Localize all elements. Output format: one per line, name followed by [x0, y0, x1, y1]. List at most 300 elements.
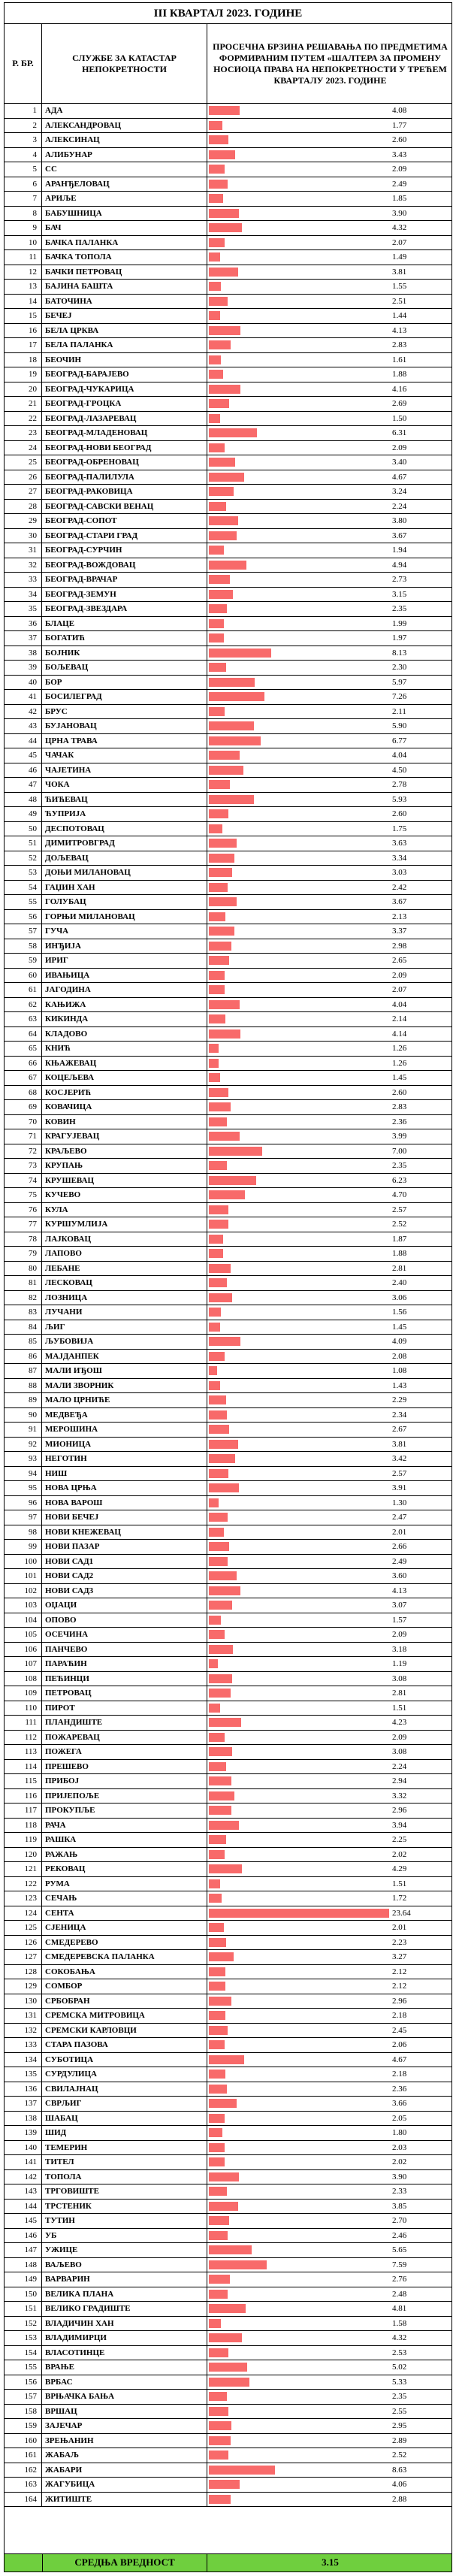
- value-cell: [207, 2038, 453, 2052]
- table-row: [5, 412, 451, 427]
- data-bar: [209, 2040, 225, 2049]
- data-bar: [209, 561, 246, 570]
- office-name: МАЛИ ЗВОРНИК: [42, 1379, 207, 1393]
- table-row: [5, 367, 451, 382]
- value-cell: [207, 705, 453, 719]
- row-number: 41: [5, 690, 42, 704]
- row-number: 115: [5, 1774, 42, 1788]
- office-name: БЕОГРАД-МЛАДЕНОВАЦ: [42, 426, 207, 440]
- data-label: 4.70: [392, 1190, 407, 1199]
- table-row: [5, 807, 451, 822]
- data-bar: [209, 1337, 240, 1346]
- data-bar: [209, 883, 228, 892]
- data-label: 3.43: [392, 150, 407, 159]
- table-row: [5, 1804, 451, 1819]
- table-row: [5, 1510, 451, 1525]
- data-label: 1.88: [392, 370, 407, 379]
- row-number: 62: [5, 998, 42, 1012]
- row-number: 37: [5, 631, 42, 646]
- value-cell: [207, 1701, 453, 1716]
- row-number: 122: [5, 1877, 42, 1891]
- data-label: 4.06: [392, 2480, 407, 2489]
- data-label: 3.34: [392, 853, 407, 863]
- value-cell: [207, 543, 453, 558]
- row-number: 39: [5, 661, 42, 675]
- data-label: 2.88: [392, 2494, 407, 2504]
- row-number: 130: [5, 1994, 42, 2009]
- row-number: 86: [5, 1350, 42, 1364]
- data-label: 6.23: [392, 1175, 407, 1185]
- data-bar: [209, 1762, 226, 1771]
- data-bar: [209, 1235, 223, 1244]
- data-bar: [209, 297, 228, 306]
- data-bar: [209, 1395, 226, 1404]
- table-row: [5, 280, 451, 295]
- office-name: ТОПОЛА: [42, 2170, 207, 2184]
- data-bar: [209, 1044, 219, 1053]
- office-name: БОР: [42, 676, 207, 690]
- value-cell: [207, 2024, 453, 2038]
- office-name: МЕРОШИНА: [42, 1423, 207, 1437]
- table-row: [5, 324, 451, 339]
- value-cell: [207, 455, 453, 470]
- table-row: [5, 676, 451, 691]
- row-number: 147: [5, 2243, 42, 2257]
- table-row: [5, 2229, 451, 2244]
- row-number: 17: [5, 338, 42, 352]
- data-label: 2.09: [392, 165, 407, 174]
- table-row: [5, 2243, 451, 2258]
- row-number: 18: [5, 353, 42, 367]
- value-cell: [207, 1129, 453, 1144]
- data-label: 4.23: [392, 1718, 407, 1727]
- row-number: 75: [5, 1188, 42, 1202]
- row-number: 117: [5, 1804, 42, 1818]
- value-cell: [207, 382, 453, 397]
- row-number: 24: [5, 441, 42, 455]
- data-bar: [209, 1967, 225, 1976]
- table-row: [5, 1042, 451, 1057]
- value-cell: [207, 250, 453, 265]
- row-number: 110: [5, 1701, 42, 1716]
- data-label: 1.97: [392, 633, 407, 642]
- data-bar: [209, 1601, 232, 1610]
- data-bar: [209, 1132, 240, 1141]
- data-bar: [209, 2157, 225, 2166]
- data-bar: [209, 1176, 256, 1185]
- value-cell: [207, 2463, 453, 2478]
- value-cell: [207, 2126, 453, 2140]
- table-row: [5, 514, 451, 529]
- data-label: 3.66: [392, 2099, 407, 2108]
- row-number: 77: [5, 1217, 42, 1232]
- value-cell: [207, 177, 453, 192]
- value-cell: [207, 1979, 453, 1994]
- row-number: 79: [5, 1247, 42, 1261]
- data-bar: [209, 1982, 225, 1991]
- table-row: [5, 2097, 451, 2112]
- office-name: АЛЕКСИНАЦ: [42, 133, 207, 147]
- office-name: ПРЕШЕВО: [42, 1760, 207, 1774]
- data-bar: [209, 1014, 225, 1023]
- value-cell: [207, 1100, 453, 1114]
- row-number: 78: [5, 1232, 42, 1247]
- data-label: 1.61: [392, 355, 407, 364]
- table-row: [5, 1848, 451, 1863]
- office-name: НОВИ САД1: [42, 1555, 207, 1569]
- data-label: 2.01: [392, 1923, 407, 1932]
- value-cell: [207, 1891, 453, 1906]
- value-cell: [207, 1467, 453, 1481]
- value-cell: [207, 1569, 453, 1583]
- data-bar: [209, 1278, 227, 1287]
- table-row: [5, 1027, 451, 1042]
- office-name: БАЧКА ТОПОЛА: [42, 250, 207, 265]
- table-row: [5, 1320, 451, 1335]
- data-bar: [209, 1645, 233, 1654]
- data-bar: [209, 1161, 227, 1170]
- value-cell: [207, 866, 453, 880]
- data-bar: [209, 1454, 235, 1463]
- office-name: КРУПАЊ: [42, 1159, 207, 1173]
- value-cell: [207, 1745, 453, 1759]
- table-row: [5, 192, 451, 207]
- data-bar: [209, 692, 264, 701]
- data-bar: [209, 1747, 232, 1756]
- row-number: 60: [5, 969, 42, 983]
- table-row: [5, 221, 451, 236]
- office-name: ДОЉЕВАЦ: [42, 851, 207, 866]
- data-bar: [209, 854, 234, 863]
- data-bar: [209, 252, 220, 262]
- table-row: [5, 309, 451, 324]
- table-row: [5, 1262, 451, 1277]
- data-label: 1.94: [392, 546, 407, 555]
- value-cell: [207, 2390, 453, 2404]
- office-name: СОКОБАЊА: [42, 1965, 207, 1979]
- office-name: АЛЕКСАНДРОВАЦ: [42, 119, 207, 133]
- table-row: [5, 2478, 451, 2493]
- data-bar: [209, 209, 239, 218]
- value-cell: [207, 2009, 453, 2023]
- data-bar: [209, 1909, 389, 1918]
- data-bar: [209, 414, 220, 423]
- row-number: 156: [5, 2375, 42, 2390]
- office-name: ОЏАЦИ: [42, 1598, 207, 1613]
- table-row: [5, 1672, 451, 1687]
- office-name: ЛАПОВО: [42, 1247, 207, 1261]
- office-name: РЕКОВАЦ: [42, 1862, 207, 1876]
- data-bar: [209, 2114, 225, 2123]
- value-cell: [207, 1364, 453, 1378]
- row-number: 11: [5, 250, 42, 265]
- data-bar: [209, 1425, 229, 1434]
- data-bar: [209, 2128, 222, 2137]
- table-row: [5, 558, 451, 573]
- office-name: СУРДУЛИЦА: [42, 2067, 207, 2082]
- office-name: СМЕДЕРЕВО: [42, 1936, 207, 1950]
- row-number: 108: [5, 1672, 42, 1686]
- data-label: 2.89: [392, 2435, 407, 2445]
- data-label: 1.26: [392, 1058, 407, 1068]
- data-label: 2.24: [392, 1761, 407, 1771]
- value-cell: [207, 295, 453, 309]
- data-label: 2.25: [392, 1835, 407, 1844]
- value-cell: [207, 1819, 453, 1833]
- data-label: 4.13: [392, 1586, 407, 1595]
- row-number: 138: [5, 2112, 42, 2126]
- office-name: ПЕТРОВАЦ: [42, 1686, 207, 1701]
- table-row: [5, 1335, 451, 1350]
- office-name: ЛАЈКОВАЦ: [42, 1232, 207, 1247]
- value-cell: [207, 104, 453, 118]
- row-number: 65: [5, 1042, 42, 1056]
- data-label: 3.94: [392, 1820, 407, 1830]
- office-name: БЕЛА ЦРКВА: [42, 324, 207, 338]
- data-bar: [209, 443, 225, 452]
- office-name: БЛАЦЕ: [42, 617, 207, 631]
- office-name: СЕНТА: [42, 1906, 207, 1921]
- table-row: [5, 954, 451, 969]
- row-number: 16: [5, 324, 42, 338]
- office-name: БЕОГРАД-САВСКИ ВЕНАЦ: [42, 500, 207, 514]
- data-label: 5.97: [392, 677, 407, 687]
- data-label: 2.57: [392, 1468, 407, 1478]
- row-number: 128: [5, 1965, 42, 1979]
- value-cell: [207, 1276, 453, 1290]
- office-name: ГОЛУБАЦ: [42, 895, 207, 909]
- office-name: ПАРАЋИН: [42, 1657, 207, 1671]
- data-label: 2.81: [392, 1263, 407, 1273]
- data-bar: [209, 1938, 226, 1947]
- table-row: [5, 1628, 451, 1643]
- row-number: 160: [5, 2434, 42, 2448]
- office-name: БЕЛА ПАЛАНКА: [42, 338, 207, 352]
- value-cell: [207, 588, 453, 602]
- table-row: [5, 1393, 451, 1408]
- table-row: [5, 382, 451, 398]
- data-bar: [209, 2304, 246, 2313]
- data-label: 1.85: [392, 194, 407, 203]
- row-number: 52: [5, 851, 42, 866]
- data-bar: [209, 1293, 232, 1302]
- table-row: [5, 1115, 451, 1130]
- value-cell: [207, 265, 453, 280]
- data-bar: [209, 2451, 228, 2460]
- table-row: [5, 1965, 451, 1980]
- data-bar: [209, 1894, 222, 1903]
- office-name: ИВАЊИЦА: [42, 969, 207, 983]
- row-number: 74: [5, 1174, 42, 1188]
- row-number: 49: [5, 807, 42, 821]
- data-label: 2.33: [392, 2187, 407, 2196]
- office-name: АРАНЂЕЛОВАЦ: [42, 177, 207, 192]
- value-cell: [207, 602, 453, 616]
- table-row: [5, 1129, 451, 1144]
- table-row: [5, 2390, 451, 2405]
- office-name: ЉИГ: [42, 1320, 207, 1335]
- table-row: [5, 2302, 451, 2317]
- data-bar: [209, 2260, 267, 2269]
- data-label: 2.34: [392, 1410, 407, 1420]
- value-cell: [207, 573, 453, 587]
- value-cell: [207, 1174, 453, 1188]
- row-number: 116: [5, 1789, 42, 1804]
- data-bar: [209, 780, 230, 789]
- data-bar: [209, 649, 271, 658]
- row-number: 67: [5, 1071, 42, 1085]
- data-label: 1.99: [392, 618, 407, 628]
- table-row: [5, 148, 451, 163]
- table-row: [5, 2038, 451, 2053]
- data-label: 2.24: [392, 501, 407, 511]
- row-number: 56: [5, 910, 42, 924]
- data-label: 4.29: [392, 1864, 407, 1873]
- value-cell: [207, 1086, 453, 1100]
- data-label: 2.09: [392, 970, 407, 980]
- office-name: СРЕМСКИ КАРЛОВЦИ: [42, 2024, 207, 2038]
- table-row: [5, 822, 451, 837]
- office-name: СВИЛАЈНАЦ: [42, 2082, 207, 2097]
- table-row: [5, 2155, 451, 2170]
- office-name: ВАРВАРИН: [42, 2272, 207, 2287]
- data-label: 2.40: [392, 1278, 407, 1287]
- data-label: 2.42: [392, 882, 407, 892]
- value-cell: [207, 1379, 453, 1393]
- data-label: 6.31: [392, 428, 407, 437]
- value-cell: [207, 2082, 453, 2097]
- office-name: КУРШУМЛИЈА: [42, 1217, 207, 1232]
- row-number: 58: [5, 939, 42, 954]
- office-name: БЕОГРАД-ПАЛИЛУЛА: [42, 470, 207, 485]
- row-number: 48: [5, 793, 42, 807]
- office-name: ТИТЕЛ: [42, 2155, 207, 2169]
- value-cell: [207, 1350, 453, 1364]
- office-name: БАЧКА ПАЛАНКА: [42, 236, 207, 250]
- value-cell: [207, 1598, 453, 1613]
- table-row: [5, 1540, 451, 1555]
- row-number: 32: [5, 558, 42, 573]
- office-name: УЖИЦЕ: [42, 2243, 207, 2257]
- value-cell: [207, 1936, 453, 1950]
- header-office: СЛУЖБЕ ЗА КАТАСТАР НЕПОКРЕТНОСТИ: [42, 24, 207, 103]
- data-label: 3.80: [392, 516, 407, 525]
- table-row: [5, 470, 451, 485]
- data-bar: [209, 809, 228, 818]
- value-cell: [207, 2155, 453, 2169]
- office-name: НОВИ САД2: [42, 1569, 207, 1583]
- row-number: 131: [5, 2009, 42, 2023]
- office-name: РУМА: [42, 1877, 207, 1891]
- office-name: ВЛАСОТИНЦЕ: [42, 2346, 207, 2360]
- data-label: 2.51: [392, 296, 407, 306]
- office-name: ОПОВО: [42, 1613, 207, 1628]
- office-name: НИШ: [42, 1467, 207, 1481]
- row-number: 81: [5, 1276, 42, 1290]
- value-cell: [207, 822, 453, 836]
- data-bar: [209, 1528, 224, 1537]
- data-bar: [209, 1835, 226, 1844]
- data-label: 2.07: [392, 237, 407, 247]
- value-cell: [207, 470, 453, 485]
- office-name: ГОРЊИ МИЛАНОВАЦ: [42, 910, 207, 924]
- value-cell: [207, 1921, 453, 1935]
- table-row: [5, 1584, 451, 1599]
- office-name: КОВИН: [42, 1115, 207, 1129]
- value-cell: [207, 1760, 453, 1774]
- office-name: ЛОЗНИЦА: [42, 1291, 207, 1305]
- value-cell: [207, 1247, 453, 1261]
- value-cell: [207, 1335, 453, 1349]
- row-number: 145: [5, 2214, 42, 2228]
- value-cell: [207, 1159, 453, 1173]
- data-bar: [209, 2348, 228, 2357]
- data-label: 1.44: [392, 311, 407, 320]
- office-name: УБ: [42, 2229, 207, 2243]
- data-bar: [209, 2202, 238, 2211]
- data-bar: [209, 1190, 245, 1199]
- table-row: [5, 2375, 451, 2390]
- table-row: [5, 778, 451, 793]
- data-label: 3.99: [392, 1132, 407, 1141]
- row-number: 148: [5, 2258, 42, 2272]
- value-cell: [207, 1584, 453, 1598]
- office-name: БЕОГРАД-ЗЕМУН: [42, 588, 207, 602]
- table-row: [5, 2346, 451, 2361]
- data-label: 3.91: [392, 1483, 407, 1492]
- value-cell: [207, 954, 453, 968]
- data-bar: [209, 487, 234, 496]
- value-cell: [207, 162, 453, 177]
- row-number: 69: [5, 1100, 42, 1114]
- row-number: 6: [5, 177, 42, 192]
- table-row: [5, 1159, 451, 1174]
- value-cell: [207, 1232, 453, 1247]
- data-label: 2.29: [392, 1395, 407, 1404]
- table-row: [5, 2009, 451, 2024]
- value-cell: [207, 1789, 453, 1804]
- row-number: 5: [5, 162, 42, 177]
- table-row: [5, 207, 451, 222]
- office-name: БЕОЧИН: [42, 353, 207, 367]
- data-label: 3.42: [392, 1454, 407, 1463]
- row-number: 125: [5, 1921, 42, 1935]
- data-bar: [209, 678, 255, 687]
- data-bar: [209, 2099, 237, 2108]
- data-bar: [209, 1381, 220, 1390]
- data-label: 2.08: [392, 1351, 407, 1361]
- row-number: 109: [5, 1686, 42, 1701]
- value-cell: [207, 2287, 453, 2302]
- row-number: 89: [5, 1393, 42, 1407]
- value-cell: [207, 646, 453, 661]
- row-number: 162: [5, 2463, 42, 2478]
- row-number: 135: [5, 2067, 42, 2082]
- office-name: ЖИТИШТЕ: [42, 2493, 207, 2507]
- data-bar: [209, 2026, 228, 2035]
- row-number: 19: [5, 367, 42, 382]
- data-bar: [209, 1704, 220, 1713]
- table-row: [5, 661, 451, 676]
- data-label: 2.07: [392, 985, 407, 994]
- data-label: 2.96: [392, 1806, 407, 1815]
- table-row: [5, 705, 451, 720]
- office-name: НЕГОТИН: [42, 1452, 207, 1466]
- data-bar: [209, 1513, 228, 1522]
- table-row: [5, 1291, 451, 1306]
- data-bar: [209, 824, 222, 833]
- data-bar: [209, 736, 261, 745]
